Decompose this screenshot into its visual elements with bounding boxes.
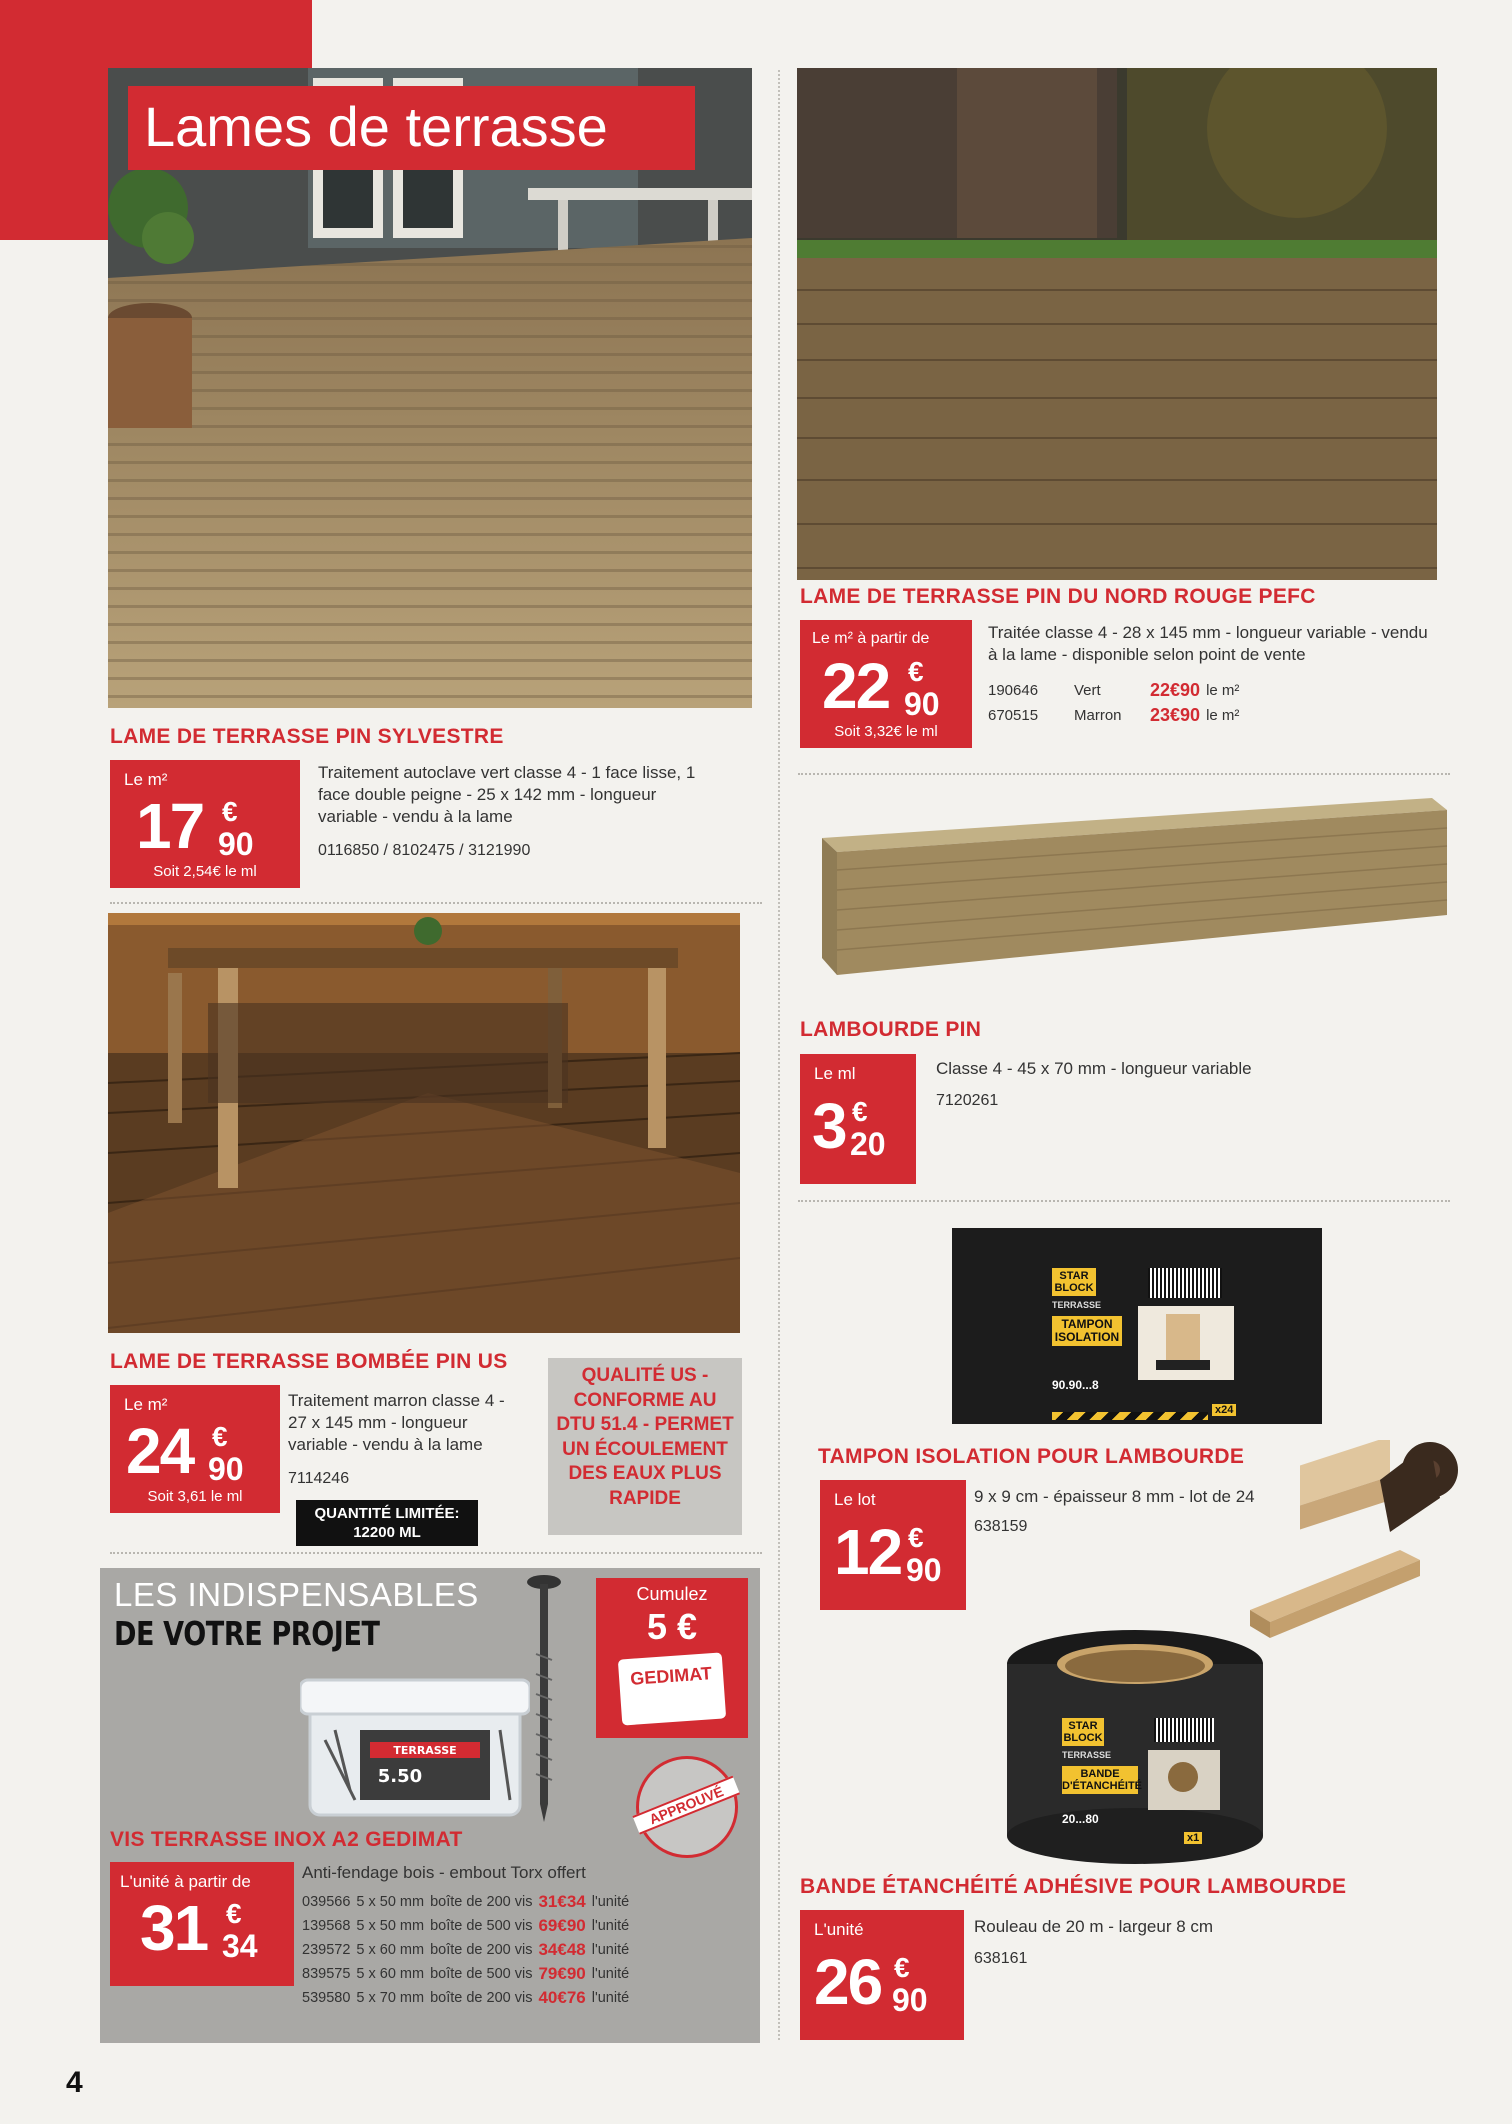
product-title-tampon: TAMPON ISOLATION POUR LAMBOURDE: [818, 1445, 1245, 1468]
gedimat-logo: GEDIMAT: [629, 1663, 713, 1689]
table-row: 839575 5 x 60 mm boîte de 500 vis 79€90 l'unité: [302, 1964, 630, 1983]
price-label: Le m²: [124, 1395, 168, 1414]
bande-roll-image: [1004, 1626, 1266, 1866]
product-desc-lambourde-pin: Classe 4 - 45 x 70 mm - longueur variable: [936, 1059, 1252, 1078]
approved-stamp: [621, 1741, 754, 1874]
price-per-ml: Soit 3,32€ le ml: [834, 723, 938, 740]
variant-table-pin-du-nord: [988, 678, 1245, 728]
quality-box: [548, 1358, 742, 1535]
product-refs-lambourde-pin: 7120261: [936, 1092, 999, 1109]
price-currency: €: [226, 1898, 242, 1929]
stamp-text: APPROUVÉ: [632, 1776, 740, 1835]
divider: [798, 1200, 1450, 1202]
tampon-label: [1052, 1268, 1242, 1418]
product-title-pin-du-nord: LAME DE TERRASSE PIN DU NORD ROUGE PEFC: [800, 585, 1316, 608]
price-box-bande: [800, 1910, 964, 2040]
price-currency: €: [212, 1421, 228, 1452]
price-per-ml: Soit 3,61 le ml: [147, 1488, 243, 1505]
tampon-count: x24: [1212, 1404, 1236, 1416]
product-desc-tampon: 9 x 9 cm - épaisseur 8 mm - lot de 24: [974, 1487, 1255, 1506]
price-box-vis-terrasse: [110, 1862, 294, 1986]
vis-desc: Anti-fendage bois - embout Torx offert: [302, 1863, 586, 1882]
product-desc-pin-us: Traitement marron classe 4 - 27 x 145 mm - longueur variable - vendu à la lame: [288, 1391, 505, 1454]
product-refs-pin-us: 7114246: [288, 1470, 350, 1487]
product-refs-bande: 638161: [974, 1950, 1028, 1967]
limited-quantity-badge: QUANTITÉ LIMITÉE: 12200 ML: [296, 1500, 478, 1546]
box-size: 5.50: [377, 1766, 423, 1787]
variant-row: 670515 Marron 23€90 le m²: [988, 705, 1240, 725]
bande-dims: 20...80: [1062, 1812, 1099, 1826]
header-banner: [128, 86, 695, 170]
product-title-bande: BANDE ÉTANCHÉITÉ ADHÉSIVE POUR LAMBOURDE: [800, 1875, 1347, 1898]
table-row: 239572 5 x 60 mm boîte de 200 vis 34€48 l'unité: [302, 1940, 630, 1959]
price-integer: 22: [822, 650, 890, 722]
screw-image: [526, 1574, 562, 1824]
cumulez-label: Cumulez: [636, 1584, 708, 1604]
bande-brand: STAR BLOCK: [1063, 1720, 1103, 1744]
table-row: 539580 5 x 70 mm boîte de 200 vis 40€76 l'unité: [302, 1988, 630, 2007]
product-desc-pin-du-nord: Traitée classe 4 - 28 x 145 mm - longueur variable - vendu à la lame - disponible selon point de vente: [988, 623, 1428, 664]
photo-pin-du-nord: [797, 68, 1437, 580]
price-currency: €: [908, 656, 924, 687]
page-number: 4: [66, 2066, 83, 2099]
tampon-line: TERRASSE: [1052, 1300, 1102, 1310]
price-decimals: 90: [904, 686, 940, 722]
price-box-pin-du-nord: [800, 620, 972, 748]
tampon-barcode: [1148, 1268, 1222, 1298]
price-per-ml: Soit 2,54€ le ml: [153, 863, 257, 880]
price-decimals: 90: [208, 1451, 244, 1487]
price-box-pin-sylvestre: [110, 760, 300, 888]
product-desc-pin-sylvestre: Traitement autoclave vert classe 4 - 1 face lisse, 1 face double peigne - 25 x 142 mm - longueur variable - vendu à la lame: [318, 763, 696, 826]
table-row: 039566 5 x 50 mm boîte de 200 vis 31€34 l'unité: [302, 1892, 630, 1911]
bande-name: BANDE D'ÉTANCHÉITÉ: [1062, 1768, 1143, 1792]
vis-price-table: [302, 1890, 635, 2010]
price-decimals: 90: [892, 1982, 928, 2018]
lambourde-assembly-image: [1240, 1440, 1470, 1640]
tampon-pack-image: [952, 1228, 1322, 1424]
price-decimals: 90: [218, 826, 254, 862]
gedimat-card: [618, 1652, 726, 1725]
indispensables-panel: [100, 1568, 760, 2043]
price-label: L'unité à partir de: [120, 1872, 251, 1891]
tampon-photo: [1138, 1306, 1234, 1380]
product-desc-bande: Rouleau de 20 m - largeur 8 cm: [974, 1917, 1214, 1936]
product-title-vis-terrasse: VIS TERRASSE INOX A2 GEDIMAT: [110, 1828, 463, 1851]
product-title-pin-us: LAME DE TERRASSE BOMBÉE PIN US: [110, 1350, 508, 1373]
price-decimals: 90: [906, 1552, 942, 1588]
price-currency: €: [852, 1096, 868, 1127]
price-label: Le m² à partir de: [812, 630, 930, 647]
price-label: Le m²: [124, 770, 168, 789]
quality-text: QUALITÉ US - CONFORME AU DTU 51.4 - PERMET UN ÉCOULEMENT DES EAUX PLUS RAPIDE: [556, 1365, 734, 1509]
price-label: L'unité: [814, 1920, 864, 1939]
product-refs-pin-sylvestre: 0116850 / 8102475 / 3121990: [318, 842, 531, 859]
price-decimals: 20: [850, 1126, 886, 1162]
tampon-dims: 90.90...8: [1052, 1378, 1099, 1392]
divider: [798, 773, 1450, 775]
price-currency: €: [222, 796, 238, 827]
price-label: Le ml: [814, 1064, 856, 1083]
tampon-name: TAMPON ISOLATION: [1052, 1316, 1122, 1346]
hazard-stripe: [1052, 1412, 1208, 1420]
price-integer: 24: [126, 1415, 194, 1487]
price-label: Le lot: [834, 1490, 876, 1509]
product-title-pin-sylvestre: LAME DE TERRASSE PIN SYLVESTRE: [110, 725, 504, 748]
box-brand: TERRASSE: [393, 1744, 457, 1757]
page-title: Lames de terrasse: [144, 95, 608, 158]
photo-pin-us: [108, 913, 740, 1333]
product-title-lambourde-pin: LAMBOURDE PIN: [800, 1018, 982, 1041]
table-row: 139568 5 x 50 mm boîte de 500 vis 69€90 l'unité: [302, 1916, 630, 1935]
price-box-tampon: [820, 1480, 966, 1610]
cumulez-value: 5 €: [646, 1606, 698, 1647]
column-divider: [778, 70, 780, 2040]
indispensables-heading-1: LES INDISPENSABLES: [114, 1576, 479, 1613]
price-box-pin-us: [110, 1385, 280, 1513]
bande-count: x1: [1184, 1832, 1202, 1844]
indispensables-heading-2: DE VOTRE PROJET: [114, 1614, 380, 1653]
bande-barcode: [1154, 1718, 1214, 1742]
beam-image: [812, 790, 1452, 980]
price-decimals: 34: [222, 1928, 258, 1964]
cumulez-box: [596, 1578, 748, 1738]
price-currency: €: [894, 1952, 910, 1983]
variant-row: 190646 Vert 22€90 le m²: [988, 680, 1240, 700]
price-integer: 17: [136, 790, 204, 862]
bande-photo: [1148, 1750, 1220, 1810]
divider: [110, 902, 762, 904]
price-integer: 12: [834, 1516, 902, 1588]
price-box-lambourde-pin: [800, 1054, 916, 1184]
bande-line: TERRASSE: [1062, 1750, 1112, 1760]
price-integer: 3: [812, 1090, 846, 1162]
price-integer: 31: [140, 1892, 208, 1964]
tampon-brand: STAR BLOCK: [1052, 1268, 1096, 1296]
price-integer: 26: [814, 1946, 882, 2018]
price-currency: €: [908, 1522, 924, 1553]
product-refs-tampon: 638159: [974, 1518, 1028, 1535]
screw-box-image: [300, 1670, 530, 1820]
divider: [110, 1552, 762, 1554]
